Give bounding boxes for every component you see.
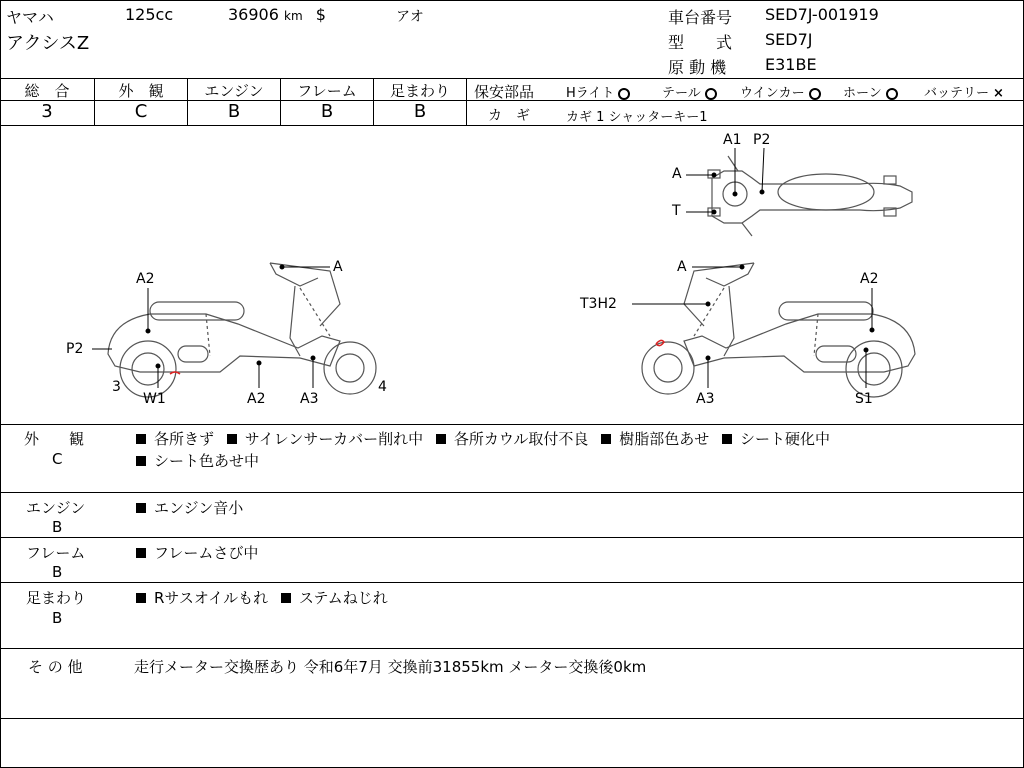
grade-frame-label: フレーム [297, 82, 357, 100]
note: ステムねじれ [298, 589, 388, 607]
grade-frame-value: B [320, 101, 334, 122]
mileage-value: 36906 [228, 5, 279, 24]
diagram-label: P2 [66, 341, 84, 357]
grade-overall-label: 総 合 [24, 82, 70, 100]
divider [0, 582, 1023, 583]
mileage-flag: $ [315, 5, 326, 24]
grade-engine-label: エンジン [204, 82, 264, 100]
diagram-label: 3 [112, 379, 121, 395]
engine-section-label: エンジン [26, 499, 86, 517]
divider [0, 537, 1023, 538]
divider [0, 424, 1023, 425]
safety-item-label: テール [662, 86, 701, 101]
divider [0, 648, 1023, 649]
safety-item-label: ウインカー [740, 86, 805, 101]
note: フレームさび中 [154, 544, 259, 562]
exterior-notes-2 [136, 450, 259, 471]
top-view-scooter [708, 156, 912, 236]
divider [0, 718, 1023, 719]
model-name: アクシスZ [6, 33, 90, 54]
ok-circle-icon [618, 88, 630, 100]
engine-label: 原 動 機 [668, 58, 727, 77]
ok-circle-icon [705, 88, 717, 100]
mileage-unit: km [284, 9, 303, 23]
bullet-square-icon [136, 548, 146, 558]
diagram-label: A2 [136, 271, 155, 287]
grade-engine-value: B [227, 101, 241, 122]
diagram-label: W1 [143, 391, 166, 407]
safety-item-label: バッテリー [924, 86, 990, 101]
note: シート硬化中 [740, 430, 831, 448]
exterior-label: 外 観 [24, 430, 85, 448]
color: アオ [396, 9, 424, 25]
bullet-square-icon [601, 434, 611, 444]
bullet-square-icon [136, 503, 146, 513]
grade-overall-value: 3 [41, 101, 53, 122]
bullet-square-icon [227, 434, 237, 444]
type-label: 型 式 [668, 33, 733, 52]
safety-item-horn [843, 82, 898, 101]
bullet-square-icon [136, 593, 146, 603]
diagram-label: A3 [696, 391, 715, 407]
frame-notes [136, 542, 258, 563]
ok-circle-icon [886, 88, 898, 100]
note: 樹脂部色あせ [619, 430, 710, 448]
frame-section-grade: B [52, 563, 63, 581]
grade-exterior-label: 外 観 [118, 82, 164, 100]
grade-exterior-value: C [134, 101, 148, 122]
type-value: SED7J [765, 30, 813, 49]
diagram-label: A2 [860, 271, 879, 287]
other-label: そ の 他 [28, 658, 83, 676]
diagram-label: A3 [300, 391, 319, 407]
diagram-label: T [672, 203, 681, 219]
safety-item-winker [740, 82, 821, 101]
note: サイレンサーカバー削れ中 [244, 430, 424, 448]
diagram-label: A [333, 259, 343, 275]
diagram-label: A [677, 259, 687, 275]
note: シート色あせ中 [154, 452, 260, 470]
divider [0, 78, 1023, 79]
safety-item-label: ホーン [843, 86, 882, 101]
diagram-label: S1 [855, 391, 873, 407]
mileage [228, 5, 326, 24]
bullet-square-icon [436, 434, 446, 444]
diagram-label: P2 [753, 132, 771, 148]
safety-item-tail [662, 82, 717, 101]
grade-suspension-value: B [413, 101, 427, 122]
bullet-square-icon [722, 434, 732, 444]
bullet-square-icon [281, 593, 291, 603]
safety-label: 保安部品 [474, 83, 535, 101]
safety-item-battery [924, 82, 1004, 101]
engine-section-grade: B [52, 518, 63, 536]
safety-item-headlight [566, 82, 630, 101]
note: 各所きず [154, 430, 215, 448]
note: 各所カウル取付不良 [453, 430, 589, 448]
grade-suspension-label: 足まわり [389, 82, 450, 100]
diagram-label: A1 [723, 132, 742, 148]
note: エンジン音小 [154, 499, 244, 517]
diagram-label: A [672, 166, 682, 182]
divider [0, 492, 1023, 493]
frame-no-label: 車台番号 [668, 8, 733, 27]
bullet-square-icon [136, 456, 146, 466]
diagram-label: T3H2 [580, 296, 617, 312]
exterior-notes [136, 428, 830, 449]
ng-cross-icon: × [993, 86, 1004, 101]
ok-circle-icon [809, 88, 821, 100]
maker: ヤマハ [6, 8, 54, 27]
note: Rサスオイルもれ [154, 589, 269, 607]
key-value: カギ 1 シャッターキー1 [566, 110, 708, 125]
divider [466, 78, 467, 125]
diagram-label: A2 [247, 391, 266, 407]
exterior-grade: C [52, 450, 63, 468]
key-label: カ ギ [488, 108, 530, 124]
diagram-label: 4 [378, 379, 387, 395]
engine-notes [136, 497, 243, 518]
frame-section-label: フレーム [26, 544, 86, 562]
engine-value: E31BE [765, 55, 817, 74]
suspension-notes [136, 587, 388, 608]
displacement: 125cc [125, 5, 174, 24]
suspension-section-label: 足まわり [26, 589, 87, 607]
other-text: 走行メーター交換歴あり 令和6年7月 交換前31855km メーター交換後0km [134, 658, 647, 676]
frame-no: SED7J-001919 [765, 5, 879, 24]
safety-item-label: Hライト [566, 86, 615, 101]
bullet-square-icon [136, 434, 146, 444]
suspension-section-grade: B [52, 609, 63, 627]
